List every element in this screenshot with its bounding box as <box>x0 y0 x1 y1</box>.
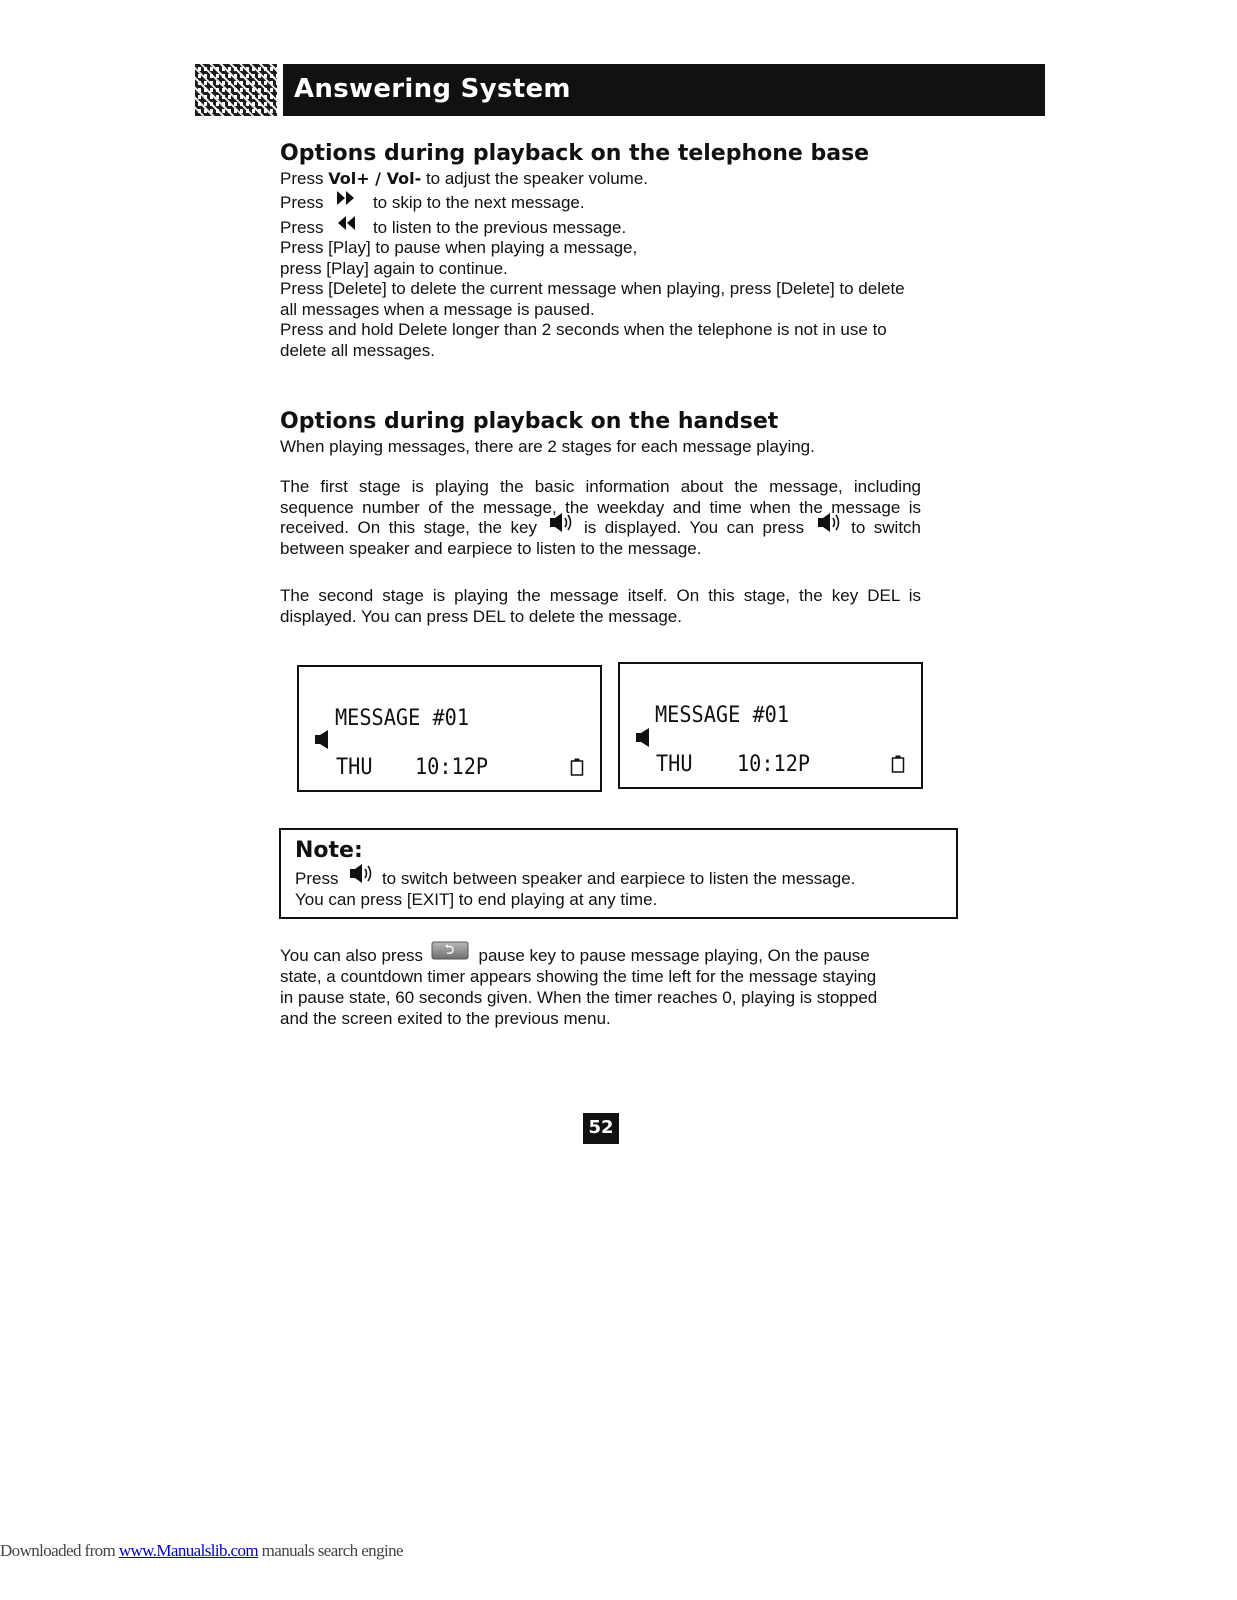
pause-line-4: and the screen exited to the previous menu. <box>280 1009 611 1028</box>
stage1-text: to switch between speaker and earpiece to listen to the message. <box>280 518 921 558</box>
manualslib-link[interactable]: www.Manualslib.com <box>118 1541 259 1560</box>
text-press: Press <box>295 869 339 888</box>
pause-line-2: state, a countdown timer appears showing the time left for the message staying <box>280 967 877 986</box>
footer-prefix: Downloaded from <box>0 1541 119 1560</box>
note-line-2: You can press [EXIT] to end playing at any time. <box>295 890 658 909</box>
rewind-icon <box>328 216 368 232</box>
fast-forward-icon <box>328 191 368 207</box>
volume-keys-label: Vol+ / Vol- <box>328 169 422 188</box>
text-line <box>280 218 626 238</box>
footer <box>0 1541 403 1561</box>
text-rest: to listen to the previous message. <box>372 218 627 237</box>
note-line-1 <box>295 869 855 889</box>
text-line <box>280 193 585 213</box>
screen-day: THU <box>656 752 693 777</box>
stage2-paragraph: The second stage is playing the message itself. On this stage, the key DEL is displayed. You can press DEL to delete the message. <box>280 586 921 626</box>
text-press: Press <box>280 193 324 212</box>
pause-key-icon <box>428 941 474 961</box>
text-line <box>280 169 648 189</box>
battery-icon <box>891 755 905 773</box>
section-heading-handset: Options during playback on the handset <box>280 409 779 434</box>
brand-logo <box>195 64 277 116</box>
speaker-icon <box>343 863 377 885</box>
speaker-icon <box>545 512 575 534</box>
screen-message-label: MESSAGE #01 <box>335 706 470 731</box>
stage1-paragraph <box>280 477 921 559</box>
text-line: Press [Play] to pause when playing a message, <box>280 238 638 257</box>
battery-icon <box>570 758 584 776</box>
pause-line-1 <box>280 946 870 966</box>
section-heading-base: Options during playback on the telephone base <box>280 141 870 166</box>
note-title: Note: <box>295 838 363 863</box>
intro-text: When playing messages, there are 2 stages for each message playing. <box>280 437 815 456</box>
page-title: Answering System <box>294 74 571 104</box>
text-press: Press <box>280 218 324 237</box>
text-rest: to adjust the speaker volume. <box>425 169 649 188</box>
text-line: Press and hold Delete longer than 2 seconds when the telephone is not in use to <box>280 320 887 339</box>
pause-line-3: in pause state, 60 seconds given. When the timer reaches 0, playing is stopped <box>280 988 878 1007</box>
text-rest: pause key to pause message playing, On the pause <box>478 946 870 965</box>
speaker-icon <box>813 512 843 534</box>
speaker-icon <box>634 727 654 749</box>
screen-time: 10:12P <box>737 752 811 777</box>
text-line: delete all messages. <box>280 341 435 360</box>
text-rest: to skip to the next message. <box>372 193 585 212</box>
page-number: 52 <box>583 1113 619 1144</box>
text-line: Press [Delete] to delete the current message when playing, press [Delete] to delete <box>280 279 905 298</box>
stage1-text: The first stage is playing the basic information about the message, including sequence number of the message, the weekday and time when the message is received. On this stage, the key <box>280 477 921 537</box>
speaker-icon <box>313 729 333 751</box>
text-line: all messages when a message is paused. <box>280 300 595 319</box>
text-press: You can also press <box>280 946 424 965</box>
text-rest: to switch between speaker and earpiece to listen the message. <box>381 869 856 888</box>
stage1-text: is displayed. You can press <box>583 518 805 537</box>
screen-day: THU <box>336 755 373 780</box>
text-line: press [Play] again to continue. <box>280 259 508 278</box>
screen-message-label: MESSAGE #01 <box>655 703 790 728</box>
screen-time: 10:12P <box>415 755 489 780</box>
footer-suffix: manuals search engine <box>258 1541 403 1560</box>
text-press: Press <box>280 169 324 188</box>
